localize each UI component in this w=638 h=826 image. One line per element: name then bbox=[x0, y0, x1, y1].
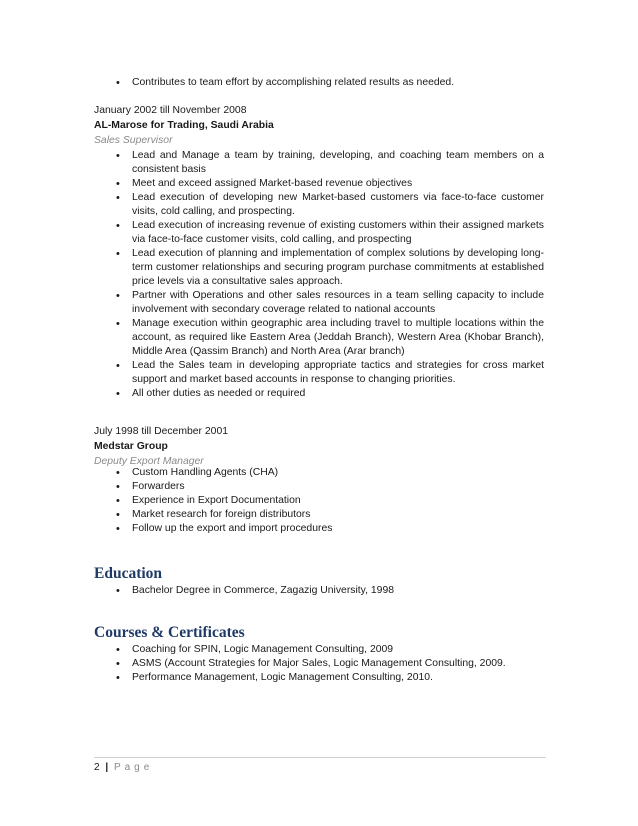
page-footer bbox=[94, 761, 153, 775]
job2-company: Medstar Group bbox=[94, 441, 168, 452]
list-item: • Lead execution of developing new Market-based customers via face-to-face customer visits, cold calling, and prospecting. bbox=[96, 191, 544, 219]
list-item: • Lead the Sales team in developing appropriate tactics and strategies for cross market support and market based accounts in response to changing priorities. bbox=[96, 359, 544, 387]
job1-company: AL-Marose for Trading, Saudi Arabia bbox=[94, 120, 274, 131]
list-item: • Performance Management, Logic Management Consulting, 2010. bbox=[96, 671, 544, 685]
list-item: • Custom Handling Agents (CHA) bbox=[96, 466, 544, 480]
list-item: • Market research for foreign distributors bbox=[96, 508, 544, 522]
footer-divider bbox=[94, 757, 546, 758]
job2-role: Deputy Export Manager bbox=[94, 456, 204, 467]
list-item: • Partner with Operations and other sales resources in a team selling capacity to include involvement with secondary coverage related to national accounts bbox=[96, 289, 544, 317]
list-item: • Lead execution of increasing revenue of existing customers within their assigned markets via face-to-face customer visits, cold calling, and prospecting bbox=[96, 219, 544, 247]
education-heading: Education bbox=[94, 565, 163, 582]
list-item: • Manage execution within geographic area including travel to multiple locations within the account, as required like Eastern Area (Jeddah Branch), Western Area (Khobar Branch), Middle Area (Qassim Branch) and North Area (Arar branch) bbox=[96, 317, 544, 359]
list-item: • Forwarders bbox=[96, 480, 544, 494]
job1-dates: January 2002 till November 2008 bbox=[94, 105, 247, 116]
page-number: 2 bbox=[94, 762, 100, 773]
education-bullet-list bbox=[0, 584, 544, 598]
list-item: • Contributes to team effort by accomplishing related results as needed. bbox=[96, 76, 544, 90]
list-item: • Lead execution of planning and implementation of complex solutions by developing long-term customer relationships and securing program purchase commitments at established price levels via a consultative sales approach. bbox=[96, 247, 544, 289]
list-item: • All other duties as needed or required bbox=[96, 387, 544, 401]
courses-heading: Courses & Certificates bbox=[94, 624, 245, 641]
courses-bullet-list bbox=[0, 643, 544, 685]
top-bullet-list bbox=[0, 76, 544, 90]
footer-separator: | bbox=[105, 762, 109, 773]
list-item: • Lead and Manage a team by training, developing, and coaching team members on a consistent basis bbox=[96, 149, 544, 177]
list-item: • Follow up the export and import procedures bbox=[96, 522, 544, 536]
job2-dates: July 1998 till December 2001 bbox=[94, 426, 228, 437]
list-item: • Meet and exceed assigned Market-based revenue objectives bbox=[96, 177, 544, 191]
list-item: • Bachelor Degree in Commerce, Zagazig University, 1998 bbox=[96, 584, 544, 598]
list-item: • Coaching for SPIN, Logic Management Consulting, 2009 bbox=[96, 643, 544, 657]
job1-role: Sales Supervisor bbox=[94, 135, 173, 146]
page-label: Page bbox=[113, 762, 154, 773]
list-item: • Experience in Export Documentation bbox=[96, 494, 544, 508]
list-item: • ASMS (Account Strategies for Major Sales, Logic Management Consulting, 2009. bbox=[96, 657, 544, 671]
job2-bullet-list bbox=[0, 466, 544, 536]
job1-bullet-list bbox=[0, 149, 544, 401]
